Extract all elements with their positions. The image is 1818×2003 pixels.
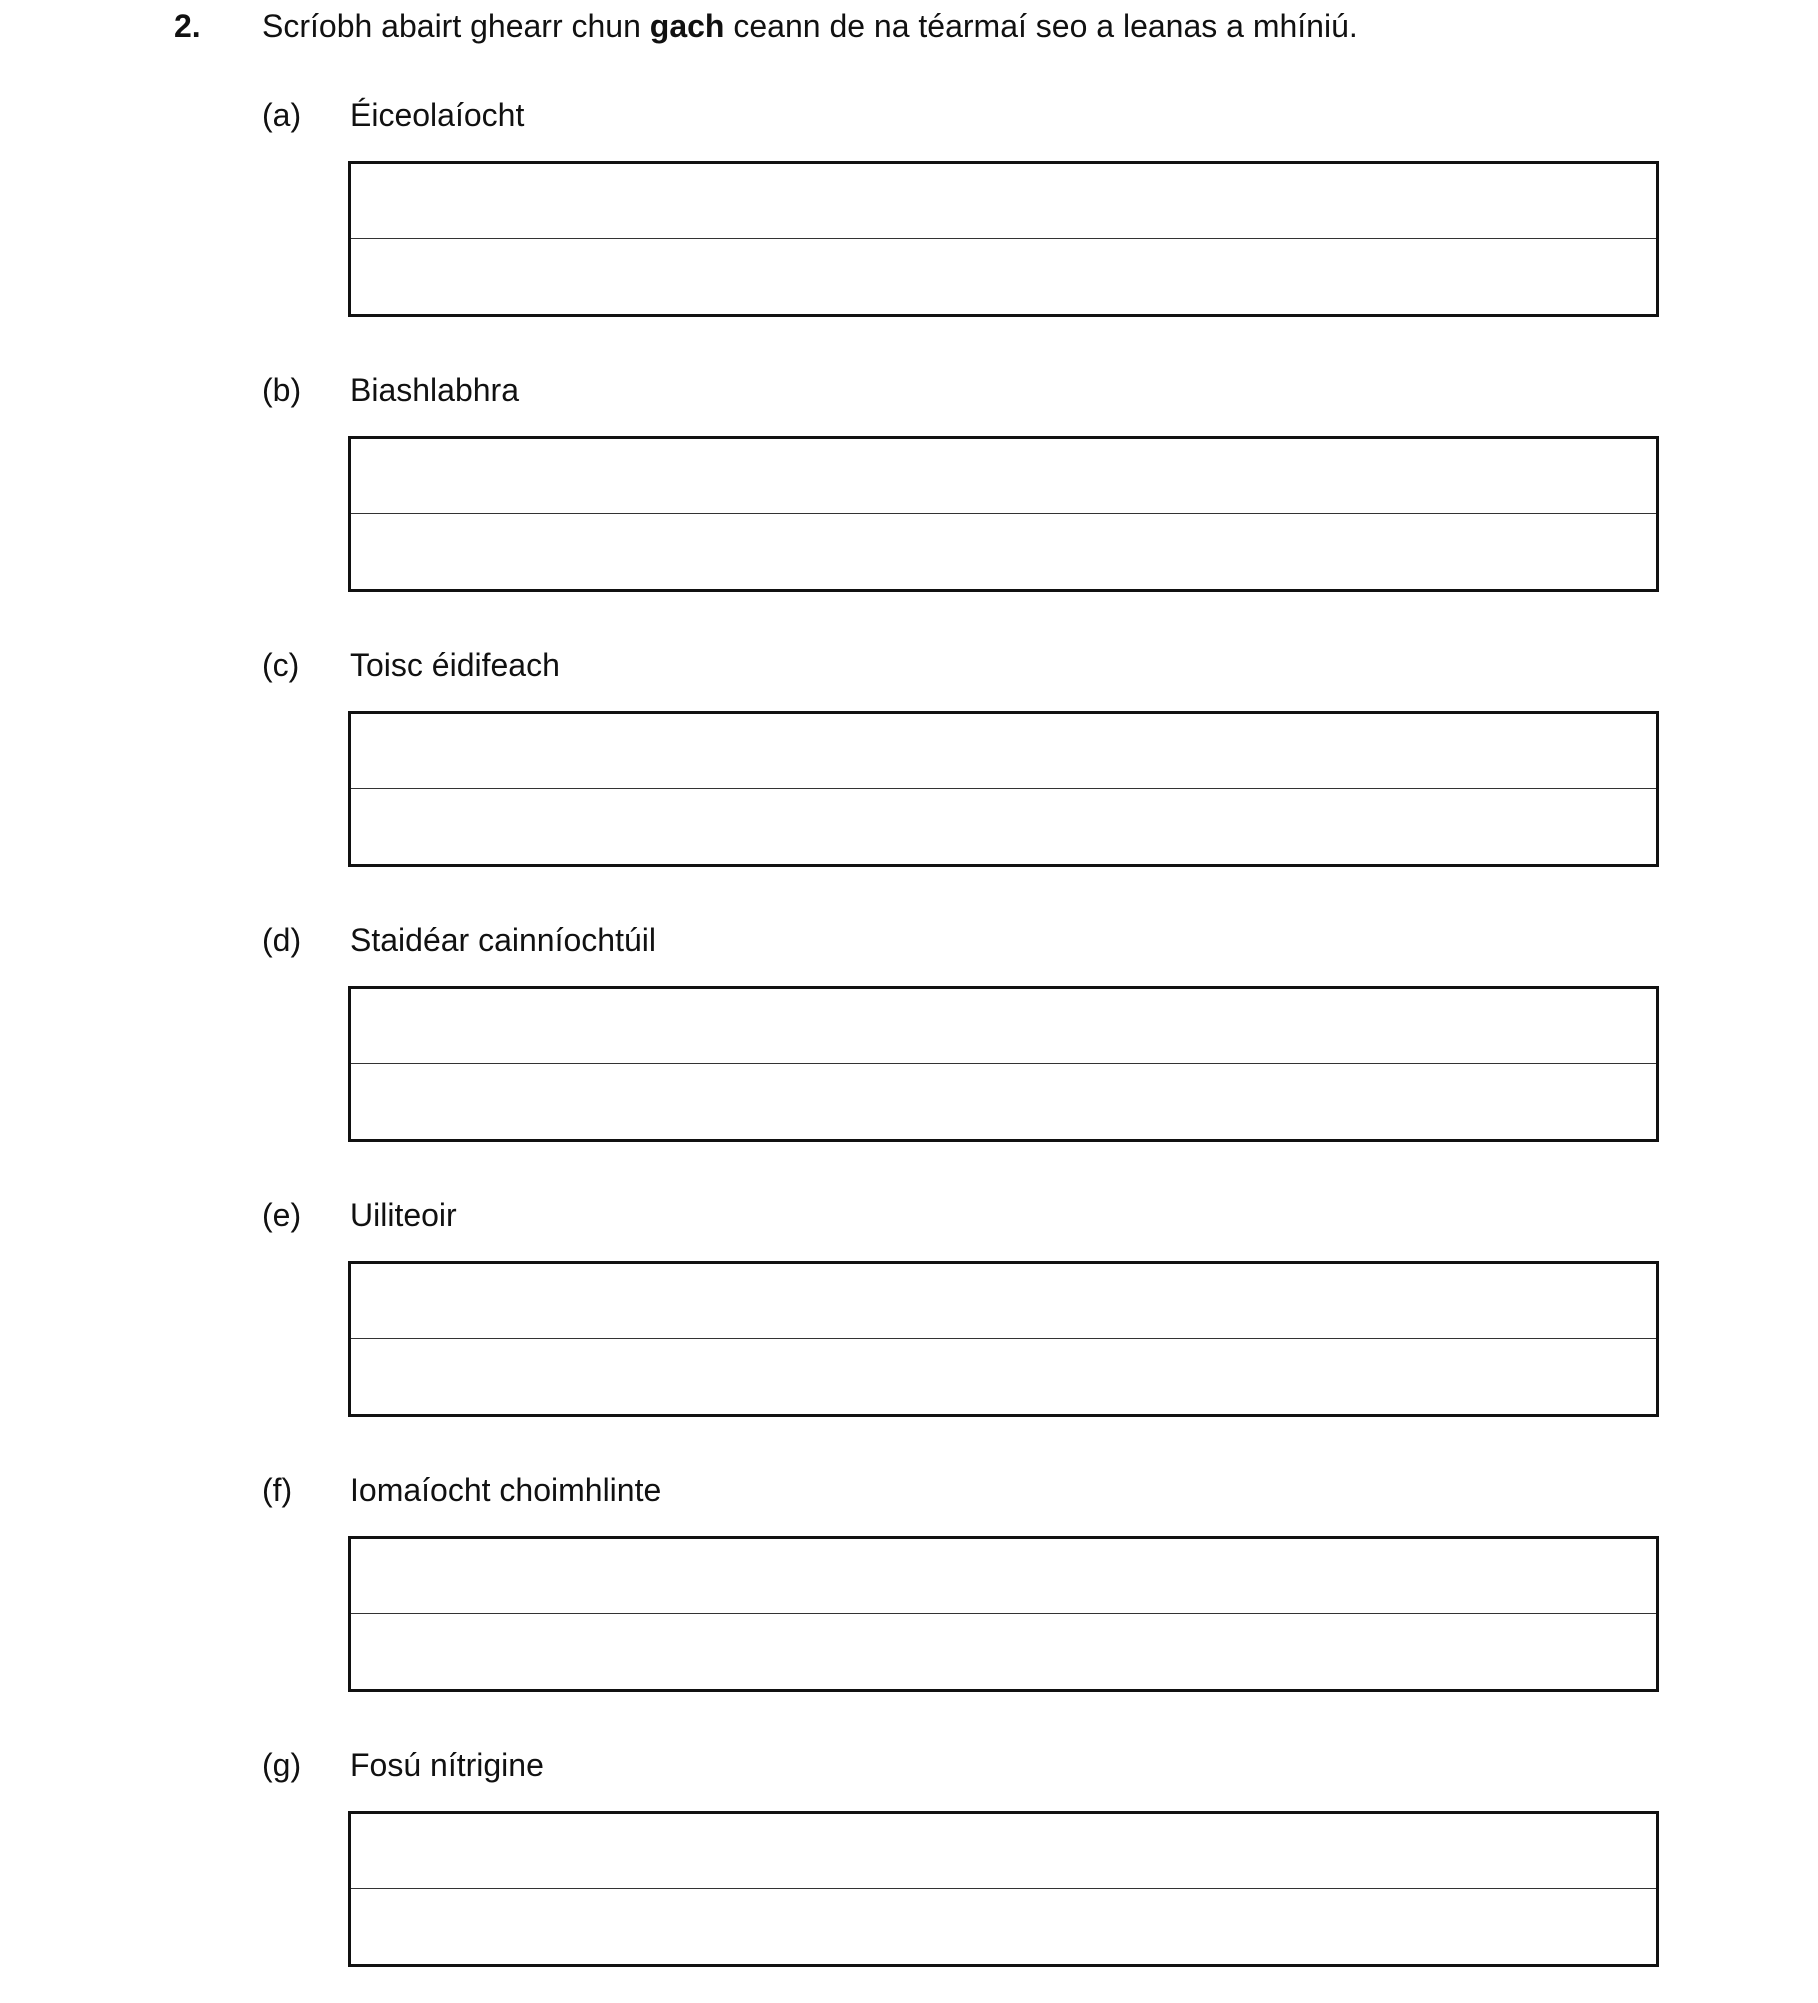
part-term: Uiliteoir <box>350 1197 457 1233</box>
answer-line-2[interactable] <box>351 1064 1656 1139</box>
part-term: Toisc éidifeach <box>350 647 560 683</box>
part-label: (a) <box>262 97 302 133</box>
question-text-after: ceann de na téarmaí seo a leanas a mhíniú. <box>724 8 1358 44</box>
answer-line-1[interactable] <box>351 1264 1656 1339</box>
answer-box-g <box>348 1811 1659 1967</box>
answer-line-2[interactable] <box>351 514 1656 589</box>
answer-line-2[interactable] <box>351 1614 1656 1689</box>
part-label: (e) <box>262 1197 302 1233</box>
question-text-before: Scríobh abairt ghearr chun <box>262 8 650 44</box>
answer-line-2[interactable] <box>351 239 1656 314</box>
answer-box-c <box>348 711 1659 867</box>
answer-box-a <box>348 161 1659 317</box>
part-g <box>0 1743 1818 2003</box>
answer-line-1[interactable] <box>351 439 1656 514</box>
part-label: (c) <box>262 647 300 683</box>
part-b <box>0 368 1818 628</box>
part-f <box>0 1468 1818 1728</box>
answer-line-1[interactable] <box>351 1539 1656 1614</box>
answer-line-1[interactable] <box>351 714 1656 789</box>
answer-line-2[interactable] <box>351 1339 1656 1414</box>
part-label: (f) <box>262 1472 293 1508</box>
answer-box-e <box>348 1261 1659 1417</box>
answer-box-f <box>348 1536 1659 1692</box>
part-label: (d) <box>262 922 302 958</box>
part-term: Biashlabhra <box>350 372 519 408</box>
answer-line-1[interactable] <box>351 164 1656 239</box>
question-text-bold: gach <box>649 8 725 44</box>
part-term: Fosú nítrigine <box>350 1747 544 1783</box>
answer-line-2[interactable] <box>351 789 1656 864</box>
answer-line-1[interactable] <box>351 989 1656 1064</box>
part-d <box>0 918 1818 1178</box>
answer-box-b <box>348 436 1659 592</box>
answer-box-d <box>348 986 1659 1142</box>
answer-line-2[interactable] <box>351 1889 1656 1964</box>
part-term: Staidéar cainníochtúil <box>350 922 656 958</box>
question-number: 2. <box>174 8 201 44</box>
part-label: (b) <box>262 372 302 408</box>
answer-line-1[interactable] <box>351 1814 1656 1889</box>
question-text <box>262 4 1358 48</box>
part-term: Iomaíocht choimhlinte <box>350 1472 662 1508</box>
part-label: (g) <box>262 1747 302 1783</box>
part-e <box>0 1193 1818 1453</box>
part-c <box>0 643 1818 903</box>
part-term: Éiceolaíocht <box>350 97 525 133</box>
part-a <box>0 93 1818 353</box>
